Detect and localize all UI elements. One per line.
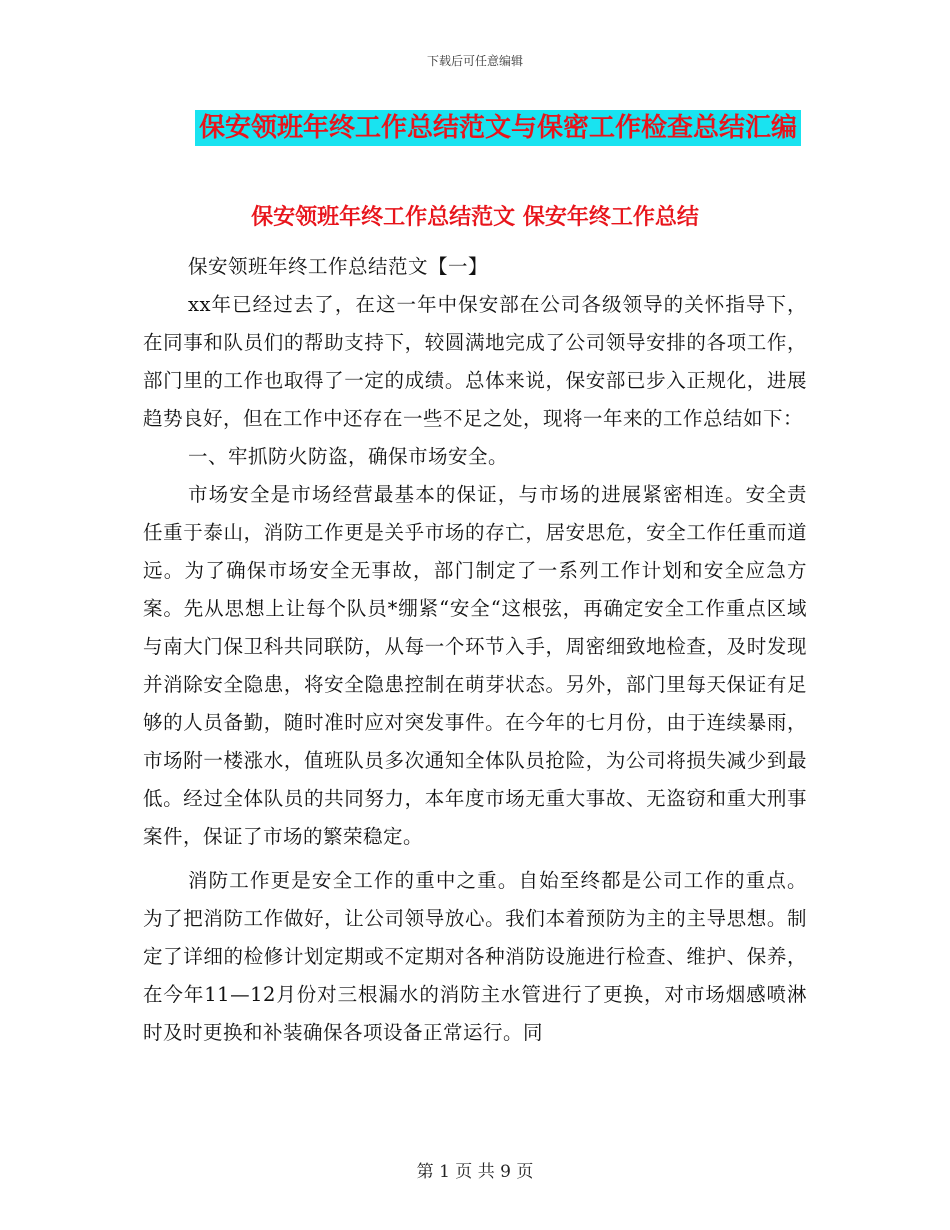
paragraph-intro: xx年已经过去了，在这一年中保安部在公司各级领导的关怀指导下，在同事和队员们的帮助支持下，较圆满地完成了公司领导安排的各项工作，部门里的工作也取得了一定的成绩。总体来说，保安部已步入正规化，进展趋势良好，但在工作中还存在一些不足之处，现将一年来的工作总结如下：: [143, 293, 807, 430]
sub-title: 保安领班年终工作总结范文 保安年终工作总结: [251, 205, 699, 230]
document-body: [143, 248, 807, 1052]
main-title: 保安领班年终工作总结范文与保密工作检查总结汇编: [195, 110, 801, 146]
header-note: 下载后可任意编辑: [426, 54, 523, 68]
page-footer: 第 1 页 共 9 页: [416, 1162, 534, 1182]
paragraph-fire-safety: 消防工作更是安全工作的重中之重。自始至终都是公司工作的重点。为了把消防工作做好，让公司领导放心。我们本着预防为主的主导思想。制定了详细的检修计划定期或不定期对各种消防设施进行检查、维护、保养，在今年11—12月份对三根漏水的消防主水管进行了更换，对市场烟感喷淋时及时更换和补装确保各项设备正常运行。同: [143, 869, 807, 1044]
section-item-heading: 一、牢抓防火防盗，确保市场安全。: [188, 445, 509, 468]
main-title-wrap: [0, 110, 950, 146]
section-heading: 保安领班年终工作总结范文【一】: [188, 255, 489, 278]
paragraph-market-safety: 市场安全是市场经营最基本的保证，与市场的进展紧密相连。安全责任重于泰山，消防工作更是关乎市场的存亡，居安思危，安全工作任重而道远。为了确保市场安全无事故，部门制定了一系列工作计划和安全应急方案。先从思想上让每个队员*绷紧“安全“这根弦，再确定安全工作重点区域与南大门保卫科共同联防，从每一个环节入手，周密细致地检查，及时发现并消除安全隐患，将安全隐患控制在萌芽状态。另外，部门里每天保证有足够的人员备勤，随时准时应对突发事件。在今年的七月份，由于连续暴雨，市场附一楼涨水，值班队员多次通知全体队员抢险，为公司将损失减少到最低。经过全体队员的共同努力，本年度市场无重大事故、无盗窃和重大刑事案件，保证了市场的繁荣稳定。: [143, 483, 807, 848]
